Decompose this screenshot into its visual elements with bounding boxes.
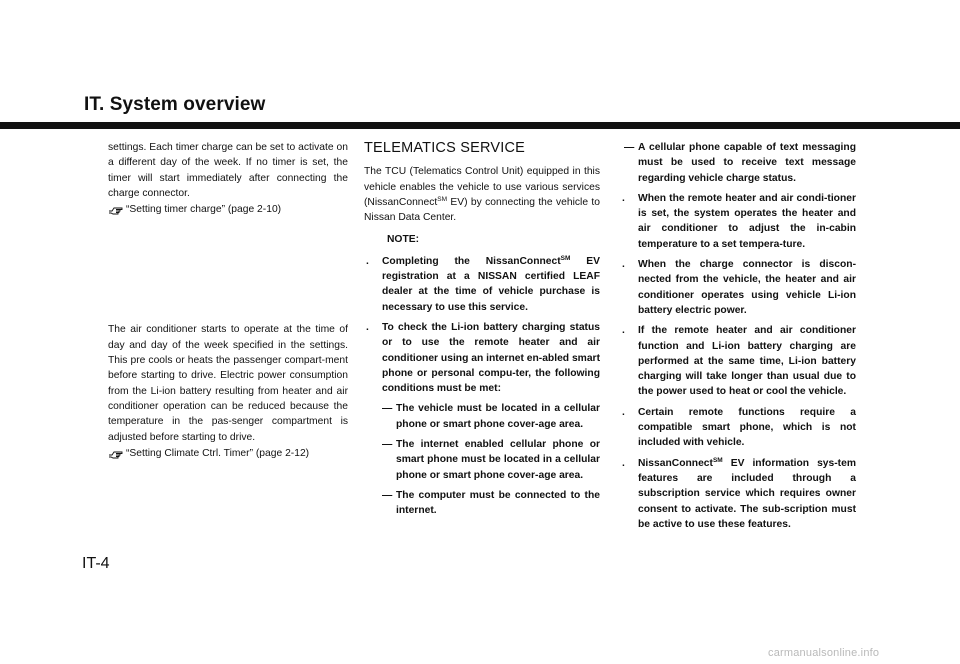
column-left (108, 140, 348, 461)
watermark: carmanualsonline.info (768, 647, 880, 659)
chapter-title: IT. System overview (84, 94, 266, 115)
cross-reference-link[interactable] (108, 446, 348, 461)
cross-reference-text: “Setting Climate Ctrl. Timer” (page 2-12) (126, 447, 310, 459)
list-item: . If the remote heater and air conditioner function and Li-ion battery charging are performed at the same time, Li-ion battery charging will take longer than usual due to the power used to heat or cool the vehicle. (622, 325, 856, 398)
list-item: . Completing the NissanConnect℠ EV registration at a NISSAN certified LEAF dealer at the time of vehicle purchase is necessary to use this service. (366, 254, 600, 313)
title-rule (0, 122, 960, 129)
pointing-hand-icon (108, 204, 124, 216)
list-item: . When the remote heater and air condi-tioner is set, the system operates the heater and air conditioner to adjust the in-cabin temperature to a set tempera-ture. (622, 192, 856, 250)
page-number: IT-4 (82, 555, 110, 572)
list-item: . Certain remote functions require a compatible smart phone, which is not included with vehicle. (622, 406, 856, 449)
telematics-intro: The TCU (Telematics Control Unit) equipped in this vehicle enables the vehicle to use various services (NissanConnect℠ EV) by connecting the vehicle to Nissan Data Center. (364, 166, 600, 224)
cross-reference-link[interactable] (108, 202, 348, 217)
column-right (620, 140, 856, 537)
list-item: . When the charge connector is discon-nected from the vehicle, the heater and air conditioner operates using vehicle Li-ion battery electric power. (622, 259, 856, 316)
pointing-hand-icon (108, 448, 124, 460)
sub-list-item: — The internet enabled cellular phone or smart phone must be located in a cellular phone or smart phone cover-age area. (382, 439, 600, 481)
sub-list-item: — The computer must be connected to the internet. (382, 489, 600, 517)
sub-list-item: — A cellular phone capable of text messaging must be used to receive text message regarding vehicle charge status. (624, 142, 856, 184)
list-item: . To check the Li-ion battery charging status or to use the remote heater and air conditioner using an internet en-abled smart phone or personal compu-ter, the following conditions must be met: (366, 321, 600, 395)
note-label: NOTE: (387, 234, 420, 246)
sub-list-item: — The vehicle must be located in a cellular phone or smart phone cover-age area. (382, 403, 600, 430)
list-item: . NissanConnect℠ EV information sys-tem features are included through a subscription service which requires owner consent to activate. The sub-scription must be active to use these features. (622, 456, 856, 530)
column-middle (364, 140, 600, 524)
cross-reference-text: “Setting timer charge” (page 2-10) (126, 204, 282, 216)
section-title: TELEMATICS SERVICE (364, 140, 525, 156)
climate-timer-paragraph: The air conditioner starts to operate at the time of day and day of the week specified in the settings. This pre cools or heats the passenger compart-ment before starting to drive. Electric power consumption from the Li-ion battery resulting from heater and air conditioner operation can be reduced because the temperature in the pas-senger compartment is adjusted before starting to drive. (108, 324, 348, 443)
timer-charge-paragraph: settings. Each timer charge can be set to activate on a different day of the week. If no timer is set, the timer will start immediately after connecting the charge connector. (108, 142, 348, 199)
